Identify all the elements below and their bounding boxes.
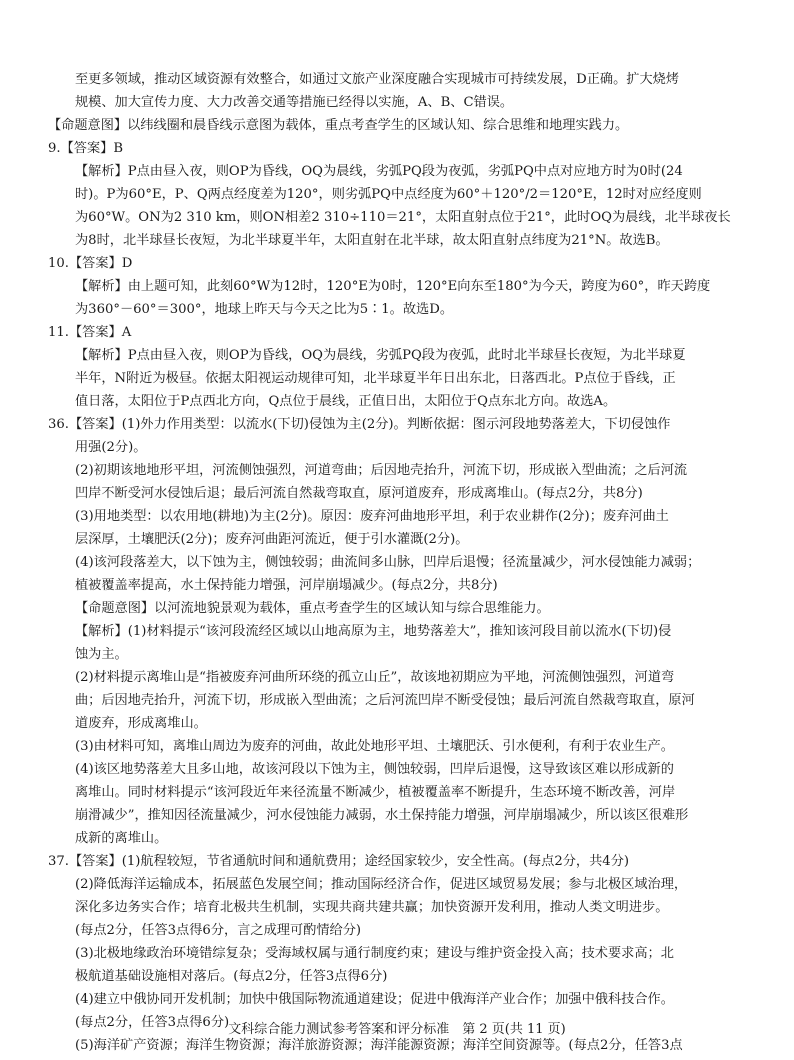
text-line: 36.【答案】(1)外力作用类型：以流水(下切)侵蚀为主(2分)。判断依据：图示河段地势落差大，下切侵蚀作 xyxy=(48,417,671,432)
text-line: 半年，N附近为极昼。依据太阳视运动规律可知，北半球夏半年日出东北，日落西北。P点位于昏线，正 xyxy=(75,371,676,386)
answer-content xyxy=(48,68,742,1057)
text-line: 用强(2分)。 xyxy=(75,440,147,455)
text-line: 【解析】P点由昼入夜，则OP为昏线，OQ为晨线，劣弧PQ段为夜弧，此时北半球昼长夜短，为北半球夏 xyxy=(75,348,686,363)
text-line: (4)该区地势落差大且多山地，故该河段以下蚀为主，侧蚀较弱，凹岸后退慢，这导致该区难以形成新的 xyxy=(75,762,674,777)
text-line: 至更多领域，推动区域资源有效整合，如通过文旅产业深度融合实现城市可持续发展，D正确。扩大烧烤 xyxy=(75,72,680,87)
text-line: (3)由材料可知，离堆山周边为废弃的河曲，故此处地形平坦、土壤肥沃、引水便利，有利于农业生产。 xyxy=(75,739,674,754)
text-line: (5)海洋矿产资源；海洋生物资源；海洋旅游资源；海洋能源资源；海洋空间资源等。(每点2分，任答3点 xyxy=(75,1038,683,1053)
text-line: 凹岸不断受河水侵蚀后退；最后河流自然裁弯取直，原河道废弃，形成离堆山。(每点2分，共8分) xyxy=(75,486,643,501)
text-line: 层深厚，土壤肥沃(2分)；废弃河曲距河流近，便于引水灌溉(2分)。 xyxy=(75,532,469,547)
text-line: 曲；后因地壳抬升，河流下切，形成嵌入型曲流；之后河流凹岸不断受侵蚀；最后河流自然裁弯取直，原河 xyxy=(75,693,695,708)
text-line: (3)用地类型：以农用地(耕地)为主(2分)。原因：废弃河曲地形平坦，利于农业耕作(2分)；废弃河曲土 xyxy=(75,509,669,524)
text-line: 【解析】(1)材料提示“该河段流经区域以山地高原为主，地势落差大”，推知该河段目前以流水(下切)侵 xyxy=(75,624,672,639)
text-line: 37.【答案】(1)航程较短，节省通航时间和通航费用；途经国家较少，安全性高。(每点2分，共4分) xyxy=(48,854,630,869)
text-line: 植被覆盖率提高，水土保持能力增强，河岸崩塌减少。(每点2分，共8分) xyxy=(75,578,498,593)
text-line: (2)降低海洋运输成本，拓展蓝色发展空间；推动国际经济合作，促进区域贸易发展；参与北极区域治理， xyxy=(75,877,688,892)
text-line: 【解析】P点由昼入夜，则OP为昏线，OQ为晨线，劣弧PQ段为夜弧，劣弧PQ中点对应地方时为0时(24 xyxy=(75,164,683,179)
text-line: 道废弃，形成离堆山。 xyxy=(75,716,207,731)
text-line: 时)。P为60°E，P、Q两点经度差为120°，则劣弧PQ中点经度为60°＋120°/2＝120°E，12时对应经度则 xyxy=(75,187,702,202)
text-line: 【命题意图】以河流地貌景观为载体，重点考查学生的区域认知与综合思维能力。 xyxy=(75,601,550,616)
text-line: (3)北极地缘政治环境错综复杂；受海域权属与通行制度约束；建设与维护资金投入高；技术要求高；北 xyxy=(75,946,674,961)
text-line: 值日落，太阳位于P点西北方向，Q点位于晨线，正值日出，太阳位于Q点东北方向。故选A。 xyxy=(75,394,617,409)
text-line: 为360°－60°＝300°，地球上昨天与今天之比为5∶1。故选D。 xyxy=(75,302,454,317)
text-line: 蚀为主。 xyxy=(75,647,128,662)
text-line: 【命题意图】以纬线圈和晨昏线示意图为载体，重点考查学生的区域认知、综合思维和地理实践力。 xyxy=(48,118,629,133)
text-line: 成新的离堆山。 xyxy=(75,831,168,846)
text-line: 11.【答案】A xyxy=(48,325,132,340)
text-line: (4)建立中俄协同开发机制；加快中俄国际物流通道建设；促进中俄海洋产业合作；加强中俄科技合作。 xyxy=(75,992,674,1007)
text-line: 规模、加大宣传力度、大力改善交通等措施已经得以实施，A、B、C错误。 xyxy=(75,95,514,110)
text-line: (4)该河段落差大，以下蚀为主，侧蚀较弱；曲流间多山脉，凹岸后退慢；径流量减少，河水侵蚀能力减弱； xyxy=(75,555,701,570)
text-line: 为60°W。ON为2 310 km，则ON相差2 310÷110＝21°，太阳直射点位于21°，此时OQ为晨线，北半球夜长 xyxy=(75,210,731,225)
text-line: (2)材料提示离堆山是“指被废弃河曲所环绕的孤立山丘”，故该地初期应为平地，河流侧蚀强烈，河道弯 xyxy=(75,670,675,685)
text-line: (每点2分，任答3点得6分) xyxy=(75,1015,230,1030)
text-line: (每点2分，任答3点得6分，言之成理可酌情给分) xyxy=(75,923,362,938)
text-line: 深化多边务实合作；培育北极共生机制，实现共商共建共赢；加快资源开发利用，推动人类文明进步。 xyxy=(75,900,669,915)
text-line: 【解析】由上题可知，此刻60°W为12时，120°E为0时，120°E向东至180°为今天，跨度为60°，昨天跨度 xyxy=(75,279,711,294)
text-line: 9.【答案】B xyxy=(48,141,124,156)
text-line: (2)初期该地地形平坦，河流侧蚀强烈，河道弯曲；后因地壳抬升，河流下切，形成嵌入型曲流；之后河流 xyxy=(75,463,688,478)
text-line: 为8时，北半球昼长夜短，为北半球夏半年，太阳直射在北半球，故太阳直射点纬度为21°N。故选B。 xyxy=(75,233,669,248)
page-footer: 文科综合能力测试参考答案和评分标准 第 2 页(共 11 页) xyxy=(228,1022,566,1037)
text-line: 10.【答案】D xyxy=(48,256,133,271)
text-line: 极航道基础设施相对落后。(每点2分，任答3点得6分) xyxy=(75,969,388,984)
text-line: 崩滑减少”，推知因径流量减少，河水侵蚀能力减弱，水土保持能力增强，河岸崩塌减少，所以该区很难形 xyxy=(75,808,689,823)
text-line: 离堆山。同时材料提示“该河段近年来径流量不断减少，植被覆盖率不断提升，生态环境不断改善，河岸 xyxy=(75,785,676,800)
